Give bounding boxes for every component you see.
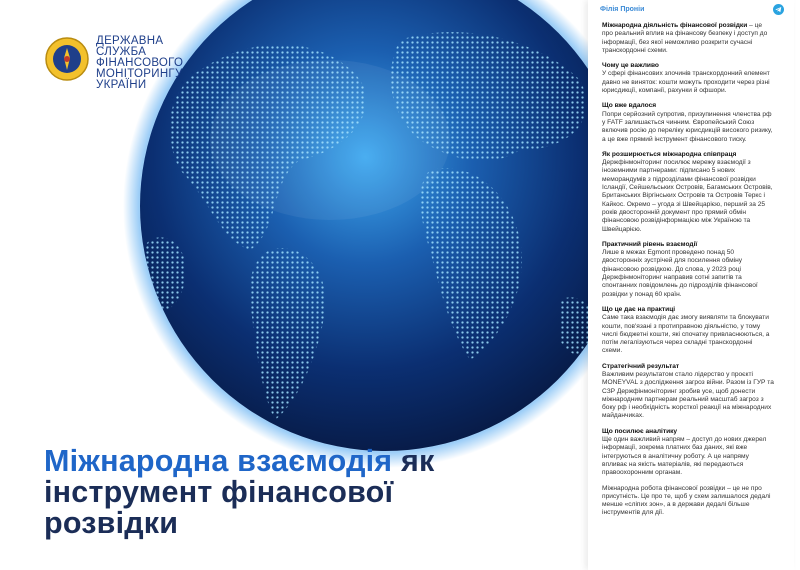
post-header <box>588 0 794 20</box>
headline <box>44 446 434 539</box>
post-section <box>602 428 774 478</box>
section-heading: Стратегічний результат <box>602 362 680 370</box>
section-text: – це про реальний вплив на фінансову безпеку і доступ до інформації, без якої неможливо розкрити сучасні транскордонні схеми. <box>602 22 768 54</box>
agency-name <box>96 36 183 91</box>
headline-rest: як <box>392 444 435 478</box>
agency-name-line: СЛУЖБА <box>96 46 147 58</box>
section-text: Попри серйозний супротив, призупинення членства рф у FATF залишається чинним. Європейський Союз включив росію до переліку юрисдикцій високого ризику, а це вже прямий інструмент фінансового тиску. <box>602 110 773 143</box>
section-text: Важливим результатом стало лідерство у проєкті MONEYVAL з дослідження загроз війни. Разом із ГУР та СЗР Держфінмоніторинг зробив усе, щоб донести міжнародним партнерам реальний масштаб загроз з боку рф і необхідність жорсткої реакції на міжнародних майданчиках. <box>602 370 774 420</box>
headline-line-2: інструмент фінансової <box>44 475 394 509</box>
section-text: Держфінмоніторинг посилює мережу взаємодії з іноземними партнерами: підписано 5 нових меморандумів з підрозділами фінансової розвідки Ісландії, Сейшельських Островів, Багамських Островів, Британських Віргінських Островів та Островів Теркс і Кайкос. Окремо – угода зі Швейцарією, перший за 25 років двосторонній документ про прямий обмін фінансовою розвідінформацією між Україною та Швейцарією. <box>602 159 773 233</box>
section-heading: Що вже вдалося <box>602 102 657 110</box>
section-text: Лише в межах Egmont проведено понад 50 двосторонніх зустрічей для посилення обміну фінансовою розвідкою. До слова, у 2023 році Держфінмоніторинг направив сотні запитів та спонтанних повідомлень до підрозділів фінансової розвідки у понад 60 країн. <box>602 249 758 298</box>
telegram-icon[interactable] <box>773 4 784 15</box>
post-section <box>602 306 774 356</box>
emblem-icon <box>44 36 90 82</box>
section-heading: Чому це важливо <box>602 62 659 70</box>
post-section <box>602 22 774 55</box>
post-section <box>602 485 774 518</box>
post-author[interactable]: Філія Проніи <box>600 6 645 13</box>
section-heading: Що посилює аналітику <box>602 427 678 435</box>
section-heading: Міжнародна діяльність фінансової розвідки <box>602 22 748 29</box>
section-text: Ще один важливий напрям – доступ до нових джерел інформації, зокрема платних баз даних, які вже інтегруються в аналітичну роботу. А це напряму впливає на якість матеріалів, які передаються правоохоронним органам. <box>602 436 767 477</box>
telegram-post-panel <box>588 0 794 570</box>
section-heading: Практичний рівень взаємодії <box>602 240 698 248</box>
post-body <box>602 22 774 525</box>
post-section <box>602 102 774 143</box>
agency-logo <box>44 36 183 91</box>
post-section <box>602 241 774 299</box>
agency-name-line: ФІНАНСОВОГО <box>96 57 184 69</box>
agency-name-line: ДЕРЖАВНА <box>96 35 164 47</box>
section-text: У сфері фінансових злочинів транскордонний елемент давно не виняток: кошти можуть проходити через різні юрисдикції, компанії, рахунки й офшори. <box>602 70 770 95</box>
section-text: Міжнародна робота фінансової розвідки – це не про присутність. Це про те, щоб у схем залишалося дедалі менше «сліпих зон», а в держави дедалі більше інструментів для дії. <box>602 484 771 517</box>
headline-highlight: Міжнародна взаємодія <box>44 444 393 478</box>
post-section <box>602 151 774 234</box>
section-text: Саме така взаємодія дає змогу виявляти та блокувати кошти, пов'язані з протиправною діяльністю, у тому числі бюджетні кошти, які спочатку привласнюються, а потім легалізуються через складні транскордонні схеми. <box>602 314 770 355</box>
headline-line-3: розвідки <box>44 506 179 540</box>
post-section <box>602 62 774 95</box>
post-section <box>602 363 774 421</box>
agency-name-line: МОНІТОРИНГУ <box>96 68 183 80</box>
agency-name-line: УКРАЇНИ <box>96 79 147 91</box>
section-heading: Що це дає на практиці <box>602 305 676 313</box>
section-heading: Як розширюється міжнародна співпраця <box>602 150 737 158</box>
